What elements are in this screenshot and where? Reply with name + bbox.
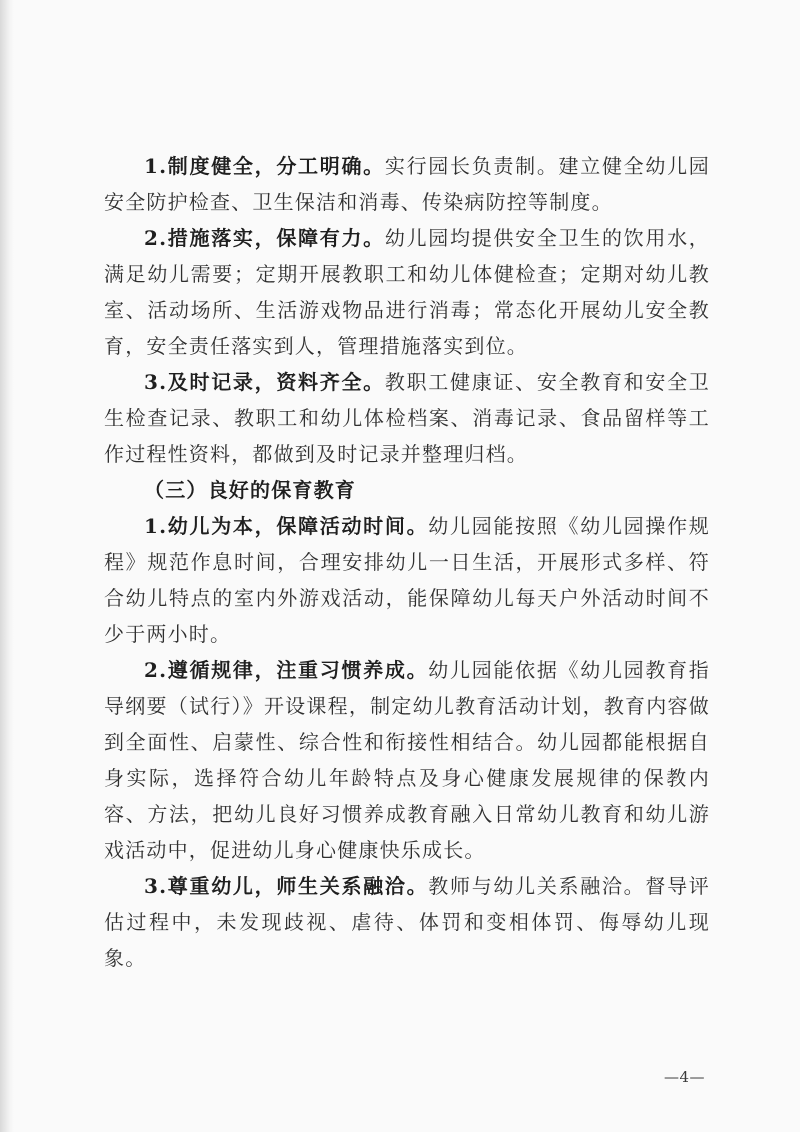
page-number: —4— <box>664 1068 706 1086</box>
paragraph-lead: 1.幼儿为本，保障活动时间。 <box>144 514 429 538</box>
document-body <box>104 148 710 976</box>
paragraph-text: 教职工健康证、安全教育和安全卫生检查记录、教职工和幼儿体检档案、消毒记录、食品留样等工作过程性资料，都做到及时记录并整理归档。 <box>104 370 710 466</box>
paragraph-lead: 3.及时记录，资料齐全。 <box>144 370 385 394</box>
paragraph-text: 实行园长负责制。建立健全幼儿园安全防护检查、卫生保洁和消毒、传染病防控等制度。 <box>104 154 710 214</box>
section-heading: （三）良好的保育教育 <box>144 478 356 502</box>
paragraph-text: 幼儿园能按照《幼儿园操作规程》规范作息时间，合理安排幼儿一日生活，开展形式多样、符合幼儿特点的室内外游戏活动，能保障幼儿每天户外活动时间不少于两小时。 <box>104 514 710 646</box>
paragraph-lead: 2.措施落实，保障有力。 <box>144 226 385 250</box>
paragraph-lead: 1.制度健全，分工明确。 <box>144 154 385 178</box>
paragraph-relationship <box>104 868 710 976</box>
paragraph-habits <box>104 652 710 868</box>
paragraph-lead: 2.遵循规律，注重习惯养成。 <box>144 658 429 682</box>
paragraph-system <box>104 148 710 220</box>
paragraph-text: 教师与幼儿关系融洽。督导评估过程中，未发现歧视、虐待、体罚和变相体罚、侮辱幼儿现象。 <box>104 874 710 970</box>
paragraph-records <box>104 364 710 472</box>
paragraph-activity-time <box>104 508 710 652</box>
scan-edge-shadow <box>0 0 14 1132</box>
paragraph-lead: 3.尊重幼儿，师生关系融洽。 <box>144 874 429 898</box>
paragraph-measures <box>104 220 710 364</box>
paragraph-text: 幼儿园能依据《幼儿园教育指导纲要（试行）》开设课程，制定幼儿教育活动计划，教育内容做到全面性、启蒙性、综合性和衔接性相结合。幼儿园都能根据自身实际，选择符合幼儿年龄特点及身心健康发展规律的保教内容、方法，把幼儿良好习惯养成教育融入日常幼儿教育和幼儿游戏活动中，促进幼儿身心健康快乐成长。 <box>104 658 710 862</box>
paragraph-text: 幼儿园均提供安全卫生的饮用水，满足幼儿需要；定期开展教职工和幼儿体健检查；定期对幼儿教室、活动场所、生活游戏物品进行消毒；常态化开展幼儿安全教育，安全责任落实到人，管理措施落实到位。 <box>104 226 710 358</box>
